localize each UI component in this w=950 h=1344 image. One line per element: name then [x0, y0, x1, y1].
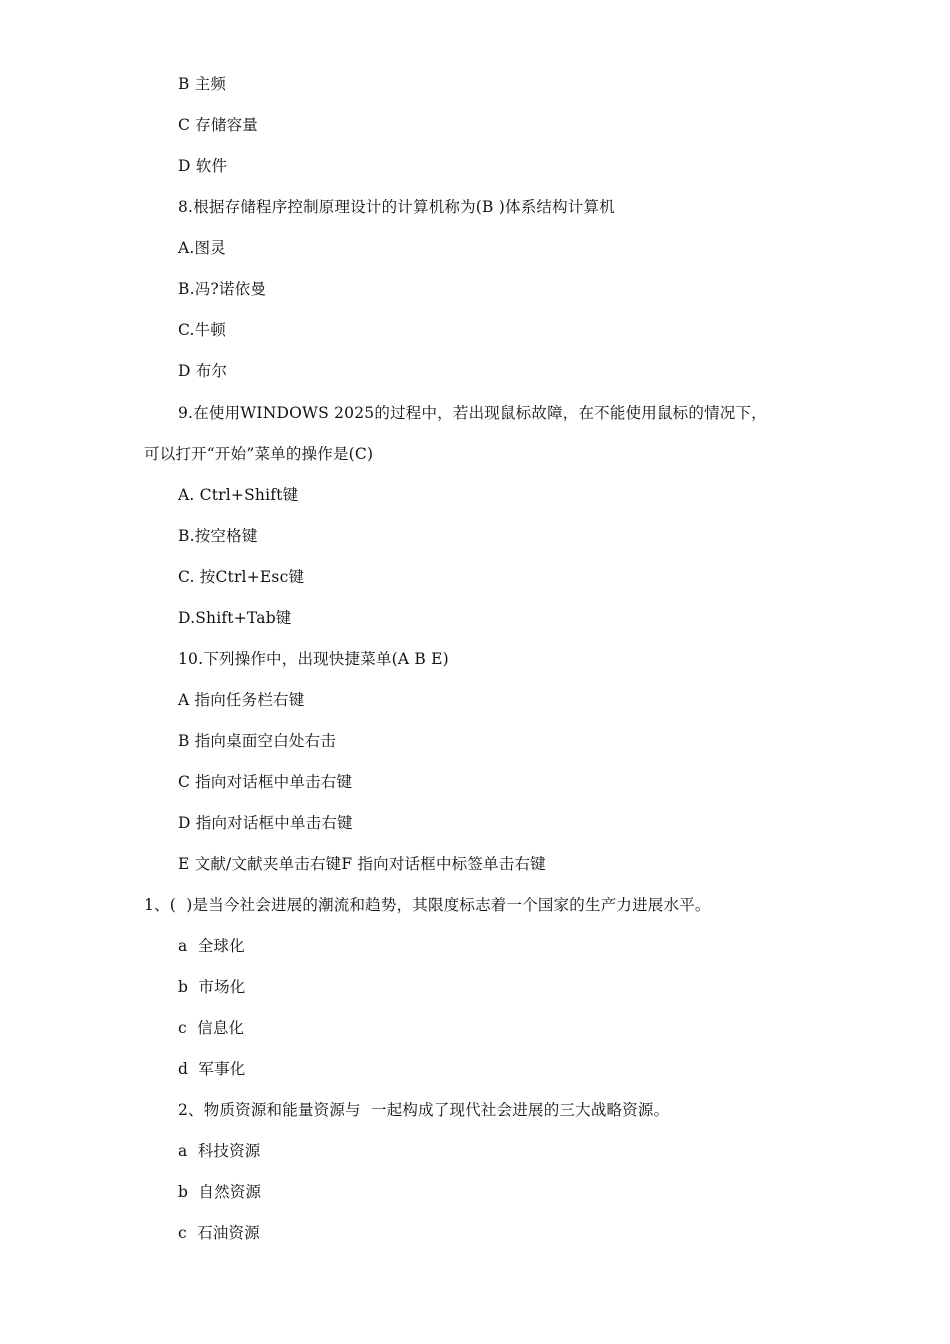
q10-option-c: C 指向对话框中单击右键	[178, 773, 353, 791]
q8-option-d: D 布尔	[178, 362, 228, 380]
q10-option-e-f: E 文献/文献夹单击右键F 指向对话框中标签单击右键	[178, 855, 546, 873]
q2-option-a: a 科技资源	[178, 1142, 261, 1160]
question-9-line-2: 可以打开“开始”菜单的操作是(C)	[144, 445, 374, 463]
q8-option-b: B.冯?诺依曼	[178, 280, 267, 298]
question-10: 10.下列操作中，出现快捷菜单(A B E)	[178, 650, 449, 668]
q10-option-b: B 指向桌面空白处右击	[178, 732, 337, 750]
q8-option-a: A.图灵	[178, 239, 226, 257]
option-d-software: D 软件	[178, 157, 228, 175]
question-1: 1、( )是当今社会进展的潮流和趋势，其限度标志着一个国家的生产力进展水平。	[144, 896, 711, 914]
q9-option-c: C. 按Ctrl+Esc键	[178, 568, 305, 586]
q10-option-a: A 指向任务栏右键	[178, 691, 305, 709]
q1-option-b: b 市场化	[178, 978, 246, 996]
q1-option-a: a 全球化	[178, 937, 245, 955]
question-2: 2、物质资源和能量资源与 一起构成了现代社会进展的三大战略资源。	[178, 1101, 670, 1119]
q9-option-b: B.按空格键	[178, 527, 258, 545]
option-b-main-frequency: B 主频	[178, 75, 227, 93]
q1-option-c: c 信息化	[178, 1019, 245, 1037]
q1-option-d: d 军事化	[178, 1060, 246, 1078]
q2-option-c: c 石油资源	[178, 1224, 260, 1242]
q9-option-a: A. Ctrl+Shift键	[178, 486, 299, 504]
q10-option-d: D 指向对话框中单击右键	[178, 814, 353, 832]
q8-option-c: C.牛顿	[178, 321, 227, 339]
option-c-storage-capacity: C 存储容量	[178, 116, 258, 134]
q9-option-d: D.Shift+Tab键	[178, 609, 292, 627]
question-8: 8.根据存储程序控制原理设计的计算机称为(B )体系结构计算机	[178, 198, 615, 216]
question-9-line-1: 9.在使用WINDOWS 2025的过程中，若出现鼠标故障，在不能使用鼠标的情况下，	[178, 404, 767, 422]
q2-option-b: b 自然资源	[178, 1183, 262, 1201]
